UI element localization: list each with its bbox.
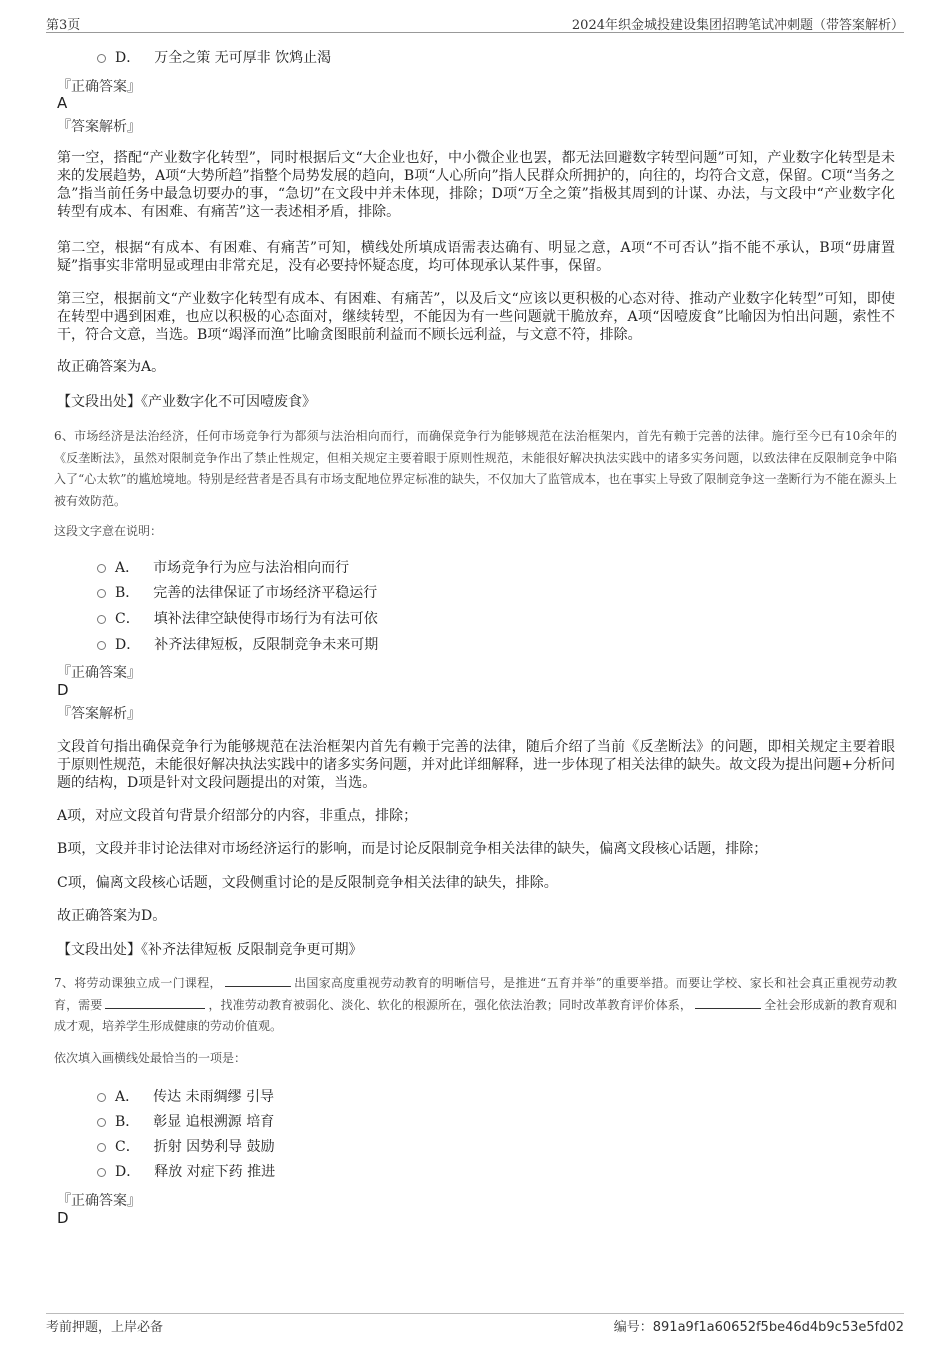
q7-option-b[interactable]: B． 彰显 追根溯源 培育: [97, 1111, 274, 1133]
q6-analysis-p2: A项，对应文段首句背景介绍部分的内容，非重点，排除；: [57, 808, 418, 824]
blank-1: [225, 974, 291, 987]
radio-icon[interactable]: [97, 615, 106, 624]
q6-conclusion: 故正确答案为D。: [57, 908, 167, 924]
radio-icon[interactable]: [97, 54, 106, 63]
q5-answer: A: [57, 94, 68, 112]
q7-stem: 7、将劳动课独立成一门课程， 出国家高度重视劳动教育的明晰信号，是推进“五育并举”的重要举措。而要让学校、家长和社会真正重视劳动教育，需要 ，找准劳动教育被弱化、淡化、软化的根源所在，强化依法治教；同时改革教育评价体系， 全社会形成新的教育观和成才观，培养学生形成健康的劳动价值观。: [54, 976, 897, 1033]
q6-analysis-label: 『答案解析』: [57, 706, 141, 722]
q5-conclusion: 故正确答案为A。: [57, 359, 166, 375]
q5-analysis-p3: 第三空，根据前文“产业数字化转型有成本、有困难、有痛苦”，以及后文“应该以更积极的心态对待、推动产业数字化转型”可知，即使在转型中遇到困难，也应以积极的心态面对，继续转型，不能因为有一些问题就干脆放弃，A项“因噎废食”比喻因为怕出问题，索性不干，符合文意，当选。B项“竭泽而渔”比喻贪图眼前利益而不顾长远利益，与文意不符，排除。: [57, 291, 895, 343]
page-header: [46, 14, 904, 33]
q5-analysis-label: 『答案解析』: [57, 119, 141, 135]
q5-source: 【文段出处】《产业数字化不可因噎废食》: [57, 394, 316, 410]
q7-answer: D: [57, 1209, 69, 1227]
q6-analysis-p3: B项，文段并非讨论法律对市场经济运行的影响，而是讨论反限制竞争相关法律的缺失，偏离文段核心话题，排除；: [57, 841, 768, 857]
q7-option-a[interactable]: A． 传达 未雨绸缪 引导: [97, 1086, 274, 1108]
q6-prompt: 这段文字意在说明：: [54, 524, 163, 538]
footer-id: 编号：891a9f1a60652f5be46d4b9c53e5fd02: [613, 1320, 904, 1335]
q5-answer-label: 『正确答案』: [57, 79, 141, 95]
radio-icon[interactable]: [97, 1118, 106, 1127]
radio-icon[interactable]: [97, 564, 106, 573]
document-title: 2024年织金城投建设集团招聘笔试冲刺题（带答案解析）: [571, 18, 904, 33]
q6-option-a[interactable]: A． 市场竞争行为应与法治相向而行: [97, 557, 349, 579]
q6-answer: D: [57, 681, 69, 699]
document-code: 891a9f1a60652f5be46d4b9c53e5fd02: [652, 1320, 904, 1335]
q6-option-b[interactable]: B． 完善的法律保证了市场经济平稳运行: [97, 582, 377, 604]
q7-prompt: 依次填入画横线处最恰当的一项是：: [54, 1051, 247, 1065]
page-number: 第3页: [46, 18, 81, 33]
radio-icon[interactable]: [97, 641, 106, 650]
radio-icon[interactable]: [97, 589, 106, 598]
radio-icon[interactable]: [97, 1168, 106, 1177]
radio-icon[interactable]: [97, 1093, 106, 1102]
footer-slogan: 考前押题，上岸必备: [46, 1320, 164, 1335]
q6-option-c[interactable]: C． 填补法律空缺使得市场行为有法可依: [97, 608, 378, 630]
q6-analysis-p4: C项，偏离文段核心话题，文段侧重讨论的是反限制竞争相关法律的缺失，排除。: [57, 875, 558, 891]
q5-analysis-p1: 第一空，搭配“产业数字化转型”，同时根据后文“大企业也好，中小微企业也罢，都无法回避数字转型问题”可知，产业数字化转型是未来的发展趋势，A项“大势所趋”指整个局势发展的趋向，B项“人心所向”指人民群众所拥护的，向往的，均符合文意，保留。C项“当务之急”指当前任务中最急切要办的事，“急切”在文段中并未体现，排除；D项“万全之策”指极其周到的计谋、办法，与文段中“产业数字化转型有成本、有困难、有痛苦”这一表述相矛盾，排除。: [57, 150, 895, 220]
q6-analysis-p1: 文段首句指出确保竞争行为能够规范在法治框架内首先有赖于完善的法律，随后介绍了当前《反垄断法》的问题，即相关规定主要着眼于原则性规范，未能很好解决执法实践中的诸多实务问题，并对此详细解释，进一步体现了相关法律的缺失。故文段为提出问题+分析问题的结构，D项是针对文段问题提出的对策，当选。: [57, 739, 895, 791]
blank-3: [695, 996, 761, 1009]
q5-option-d[interactable]: D． 万全之策 无可厚非 饮鸩止渴: [97, 47, 331, 69]
q5-analysis-p2: 第二空，根据“有成本、有困难、有痛苦”可知，横线处所填成语需表达确有、明显之意，A项“不可否认”指不能不承认，B项“毋庸置疑”指事实非常明显或理由非常充足，没有必要持怀疑态度，均可体现承认某件事，保留。: [57, 240, 895, 274]
page-footer: [46, 1313, 904, 1334]
q6-stem: 6、市场经济是法治经济，任何市场竞争行为都须与法治相向而行，而确保竞争行为能够规范在法治框架内，首先有赖于完善的法律。施行至今已有10余年的《反垄断法》，虽然对限制竞争作出了禁止性规定，但相关规定主要着眼于原则性规范，未能很好解决执法实践中的诸多实务问题，以致法律在反限制竞争中陷入了“心太软”的尴尬境地。特别是经营者是否具有市场支配地位界定标准的缺失，不仅加大了监管成本，也在事实上导致了限制竞争这一垄断行为不能在源头上被有效防范。: [54, 429, 897, 508]
q6-option-d[interactable]: D． 补齐法律短板，反限制竞争未来可期: [97, 634, 378, 656]
q7-option-d[interactable]: D． 释放 对症下药 推进: [97, 1161, 275, 1183]
q7-option-c[interactable]: C． 折射 因势利导 鼓励: [97, 1136, 275, 1158]
q6-answer-label: 『正确答案』: [57, 665, 141, 681]
q7-answer-label: 『正确答案』: [57, 1193, 141, 1209]
q6-source: 【文段出处】《补齐法律短板 反限制竞争更可期》: [57, 942, 363, 958]
radio-icon[interactable]: [97, 1143, 106, 1152]
blank-2: [105, 996, 205, 1009]
